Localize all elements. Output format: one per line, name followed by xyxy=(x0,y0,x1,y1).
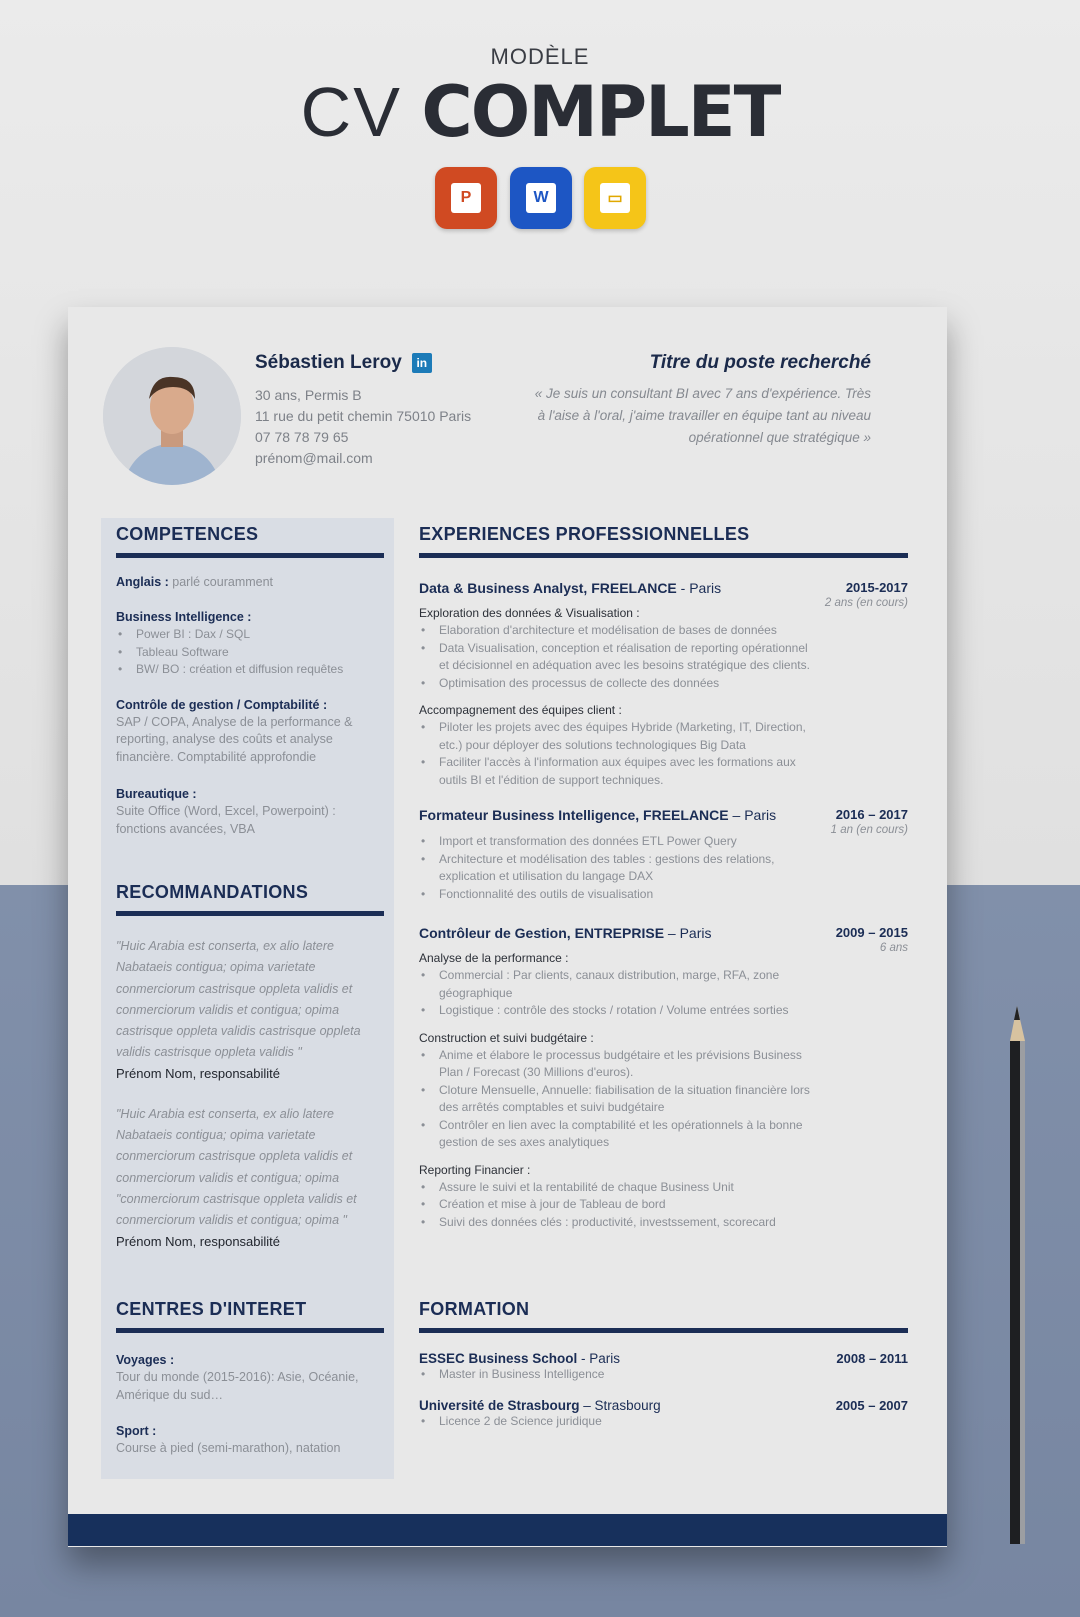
list-item: • Tableau Software xyxy=(116,644,384,662)
job-entry xyxy=(419,925,908,1231)
candidate-name xyxy=(255,352,432,374)
job-duration: 2 ans (en cours) xyxy=(824,597,908,609)
job-dates: 2016 – 2017 xyxy=(835,807,908,822)
interets-heading: CENTRES D'INTERET xyxy=(116,1299,307,1319)
list-item: • Architecture et modélisation des tables : gestions des relations, explication et utilisation du langage DAX xyxy=(419,851,819,886)
title-bold: COMPLET xyxy=(421,71,780,153)
email: prénom@mail.com xyxy=(255,450,373,466)
heading-underline xyxy=(116,553,384,558)
education-item xyxy=(419,1351,908,1384)
list-item: • Piloter les projets avec des équipes Hybride (Marketing, IT, Direction, etc.) pour déployer des solutions technologiques Big Data xyxy=(419,719,819,754)
pencil-decoration xyxy=(1005,1006,1030,1546)
job-entry xyxy=(419,580,908,789)
voyages-text: Tour du monde (2015-2016): Asie, Océanie, Amérique du sud… xyxy=(116,1370,359,1402)
phone: 07 78 78 79 65 xyxy=(255,429,349,445)
list-item: • Commercial : Par clients, canaux distribution, marge, RFA, zone géographique xyxy=(419,967,819,1002)
formation-heading: FORMATION xyxy=(419,1299,530,1319)
heading-underline xyxy=(419,553,908,558)
recommendation-quote: "Huic Arabia est conserta, ex alio latere Nabataeis contigua; opima varietate conmerciorum castrisque oppleta validis et conmerciorum validis et contigua; opima castrisque oppleta validis castrisque oppleta validis castrisque oppleta validis " xyxy=(116,939,361,1060)
job-title: Formateur Business Intelligence, FREELANCE – Paris xyxy=(419,807,777,823)
profile-photo xyxy=(103,347,241,485)
recommendation-quote: "Huic Arabia est conserta, ex alio latere Nabataeis contigua; opima varietate conmerciorum castrisque oppleta validis et conmerciorum validis et contigua; opima "conmerciorum castrisque oppleta validis et conmerciorum validis et contigua; opima " xyxy=(116,1106,357,1228)
job-duration: 1 an (en cours) xyxy=(830,824,908,836)
linkedin-icon[interactable]: in xyxy=(412,353,432,373)
list-item: • BW/ BO : création et diffusion requêtes xyxy=(116,661,384,679)
cv-page xyxy=(68,307,947,1547)
job-entry xyxy=(419,807,908,903)
list-item: • Assure le suivi et la rentabilité de chaque Business Unit xyxy=(419,1179,819,1197)
skill-cg-text: SAP / COPA, Analyse de la performance & reporting, analyse des coûts et analyse financière. Comptabilité approfondie xyxy=(116,714,353,765)
job-dates: 2009 – 2015 xyxy=(835,925,908,940)
list-item: • Logistique : contrôle des stocks / rotation / Volume entrées sorties xyxy=(419,1002,819,1020)
skill-bi-label: Business Intelligence : xyxy=(116,610,252,624)
profile-quote: « Je suis un consultant BI avec 7 ans d'expérience. Très à l'aise à l'oral, j'aime travailler en équipe tant au niveau opérationnel que stratégique » xyxy=(534,386,871,445)
job-dates: 2015-2017 xyxy=(845,580,908,595)
list-item: • Création et mise à jour de Tableau de bord xyxy=(419,1196,819,1214)
job-section-label: Accompagnement des équipes client : xyxy=(419,703,622,717)
recommendation-author: Prénom Nom, responsabilité xyxy=(116,1065,281,1081)
job-task-list xyxy=(419,967,819,1020)
recommendation-author: Prénom Nom, responsabilité xyxy=(116,1233,281,1249)
voyages-label: Voyages : xyxy=(116,1353,175,1367)
list-item: • Elaboration d'architecture et modélisation de bases de données xyxy=(419,622,819,640)
sport-text: Course à pied (semi-marathon), natation xyxy=(116,1440,341,1455)
list-item: • Import et transformation des données ETL Power Query xyxy=(419,833,819,851)
job-section-label: Analyse de la performance : xyxy=(419,951,569,965)
recommandations-heading: RECOMMANDATIONS xyxy=(116,882,309,902)
job-section-label: Construction et suivi budgétaire : xyxy=(419,1030,594,1045)
job-list xyxy=(419,580,908,1231)
list-item: • Contrôler en lien avec la comptabilité et les opérationnels à la bonne gestion de ses axes analytiques xyxy=(419,1117,819,1152)
education-detail: • Licence 2 de Science juridique xyxy=(419,1413,908,1431)
job-task-list xyxy=(419,719,819,789)
list-item: • Faciliter l'accès à l'information aux équipes avec les formations aux outils BI et l'édition de support techniques. xyxy=(419,754,819,789)
job-task-list xyxy=(419,1047,819,1152)
education-detail: • Master in Business Intelligence xyxy=(419,1366,908,1384)
job-duration: 6 ans xyxy=(879,942,908,954)
heading-underline xyxy=(116,911,384,916)
job-task-list xyxy=(419,833,819,903)
school-name: Université de Strasbourg xyxy=(419,1397,580,1413)
skill-bi-list xyxy=(116,626,384,679)
education-dates: 2008 – 2011 xyxy=(836,1351,908,1366)
word-icon: W xyxy=(510,167,572,229)
list-item: • Anime et élabore le processus budgétaire et les prévisions Business Plan / Forecast (30 Millions d'euros). xyxy=(419,1047,819,1082)
job-title: Titre du poste recherché xyxy=(649,352,871,373)
list-item: • Power BI : Dax / SQL xyxy=(116,626,384,644)
list-item: • Data Visualisation, conception et réalisation de reporting opérationnel et décisionnel en adéquation avec les besoins stratégique des clients. xyxy=(419,640,819,675)
competences-heading: COMPETENCES xyxy=(116,524,259,544)
banner-title xyxy=(0,72,1080,152)
skill-anglais: Anglais : parlé couramment xyxy=(116,575,274,589)
google-slides-icon: ▭ xyxy=(584,167,646,229)
skill-cg-label: Contrôle de gestion / Comptabilité : xyxy=(116,697,328,712)
job-task-list xyxy=(419,622,819,692)
heading-underline xyxy=(419,1328,908,1333)
list-item: • Optimisation des processus de collecte des données xyxy=(419,675,819,693)
education-dates: 2005 – 2007 xyxy=(835,1397,908,1413)
skill-bureautique-label: Bureautique : xyxy=(116,786,197,801)
job-title: Data & Business Analyst, FREELANCE - Paris xyxy=(419,580,722,596)
job-title: Contrôleur de Gestion, ENTREPRISE – Paris xyxy=(419,925,712,941)
job-section-label: Exploration des données & Visualisation : xyxy=(419,606,640,620)
skill-bureautique-text: Suite Office (Word, Excel, Powerpoint) : fonctions avancées, VBA xyxy=(116,803,336,836)
school-place: – Strasbourg xyxy=(579,1397,661,1413)
list-item: • Suivi des données clés : productivité, investssement, scorecard xyxy=(419,1214,819,1232)
list-item: • Fonctionnalité des outils de visualisation xyxy=(419,886,819,904)
school-name: ESSEC Business School xyxy=(419,1351,578,1366)
list-item: • Cloture Mensuelle, Annuelle: fiabilisation de la situation financière lors des arrêtés comptables et suivi budgétaire xyxy=(419,1082,819,1117)
education-item xyxy=(419,1398,908,1431)
address: 11 rue du petit chemin 75010 Paris xyxy=(255,408,472,424)
footer-bar xyxy=(68,1514,947,1546)
heading-underline xyxy=(116,1328,384,1333)
age-license: 30 ans, Permis B xyxy=(255,387,362,403)
school-place: - Paris xyxy=(577,1351,621,1366)
sport-label: Sport : xyxy=(116,1423,157,1438)
powerpoint-icon: P xyxy=(435,167,497,229)
title-light: CV xyxy=(300,73,402,151)
job-section-label: Reporting Financier : xyxy=(419,1162,531,1177)
banner-kicker: MODÈLE xyxy=(490,44,590,69)
experiences-heading: EXPERIENCES PROFESSIONNELLES xyxy=(419,524,750,544)
contact-info xyxy=(255,385,471,469)
name-text: Sébastien Leroy xyxy=(255,352,402,373)
job-task-list xyxy=(419,1179,819,1232)
